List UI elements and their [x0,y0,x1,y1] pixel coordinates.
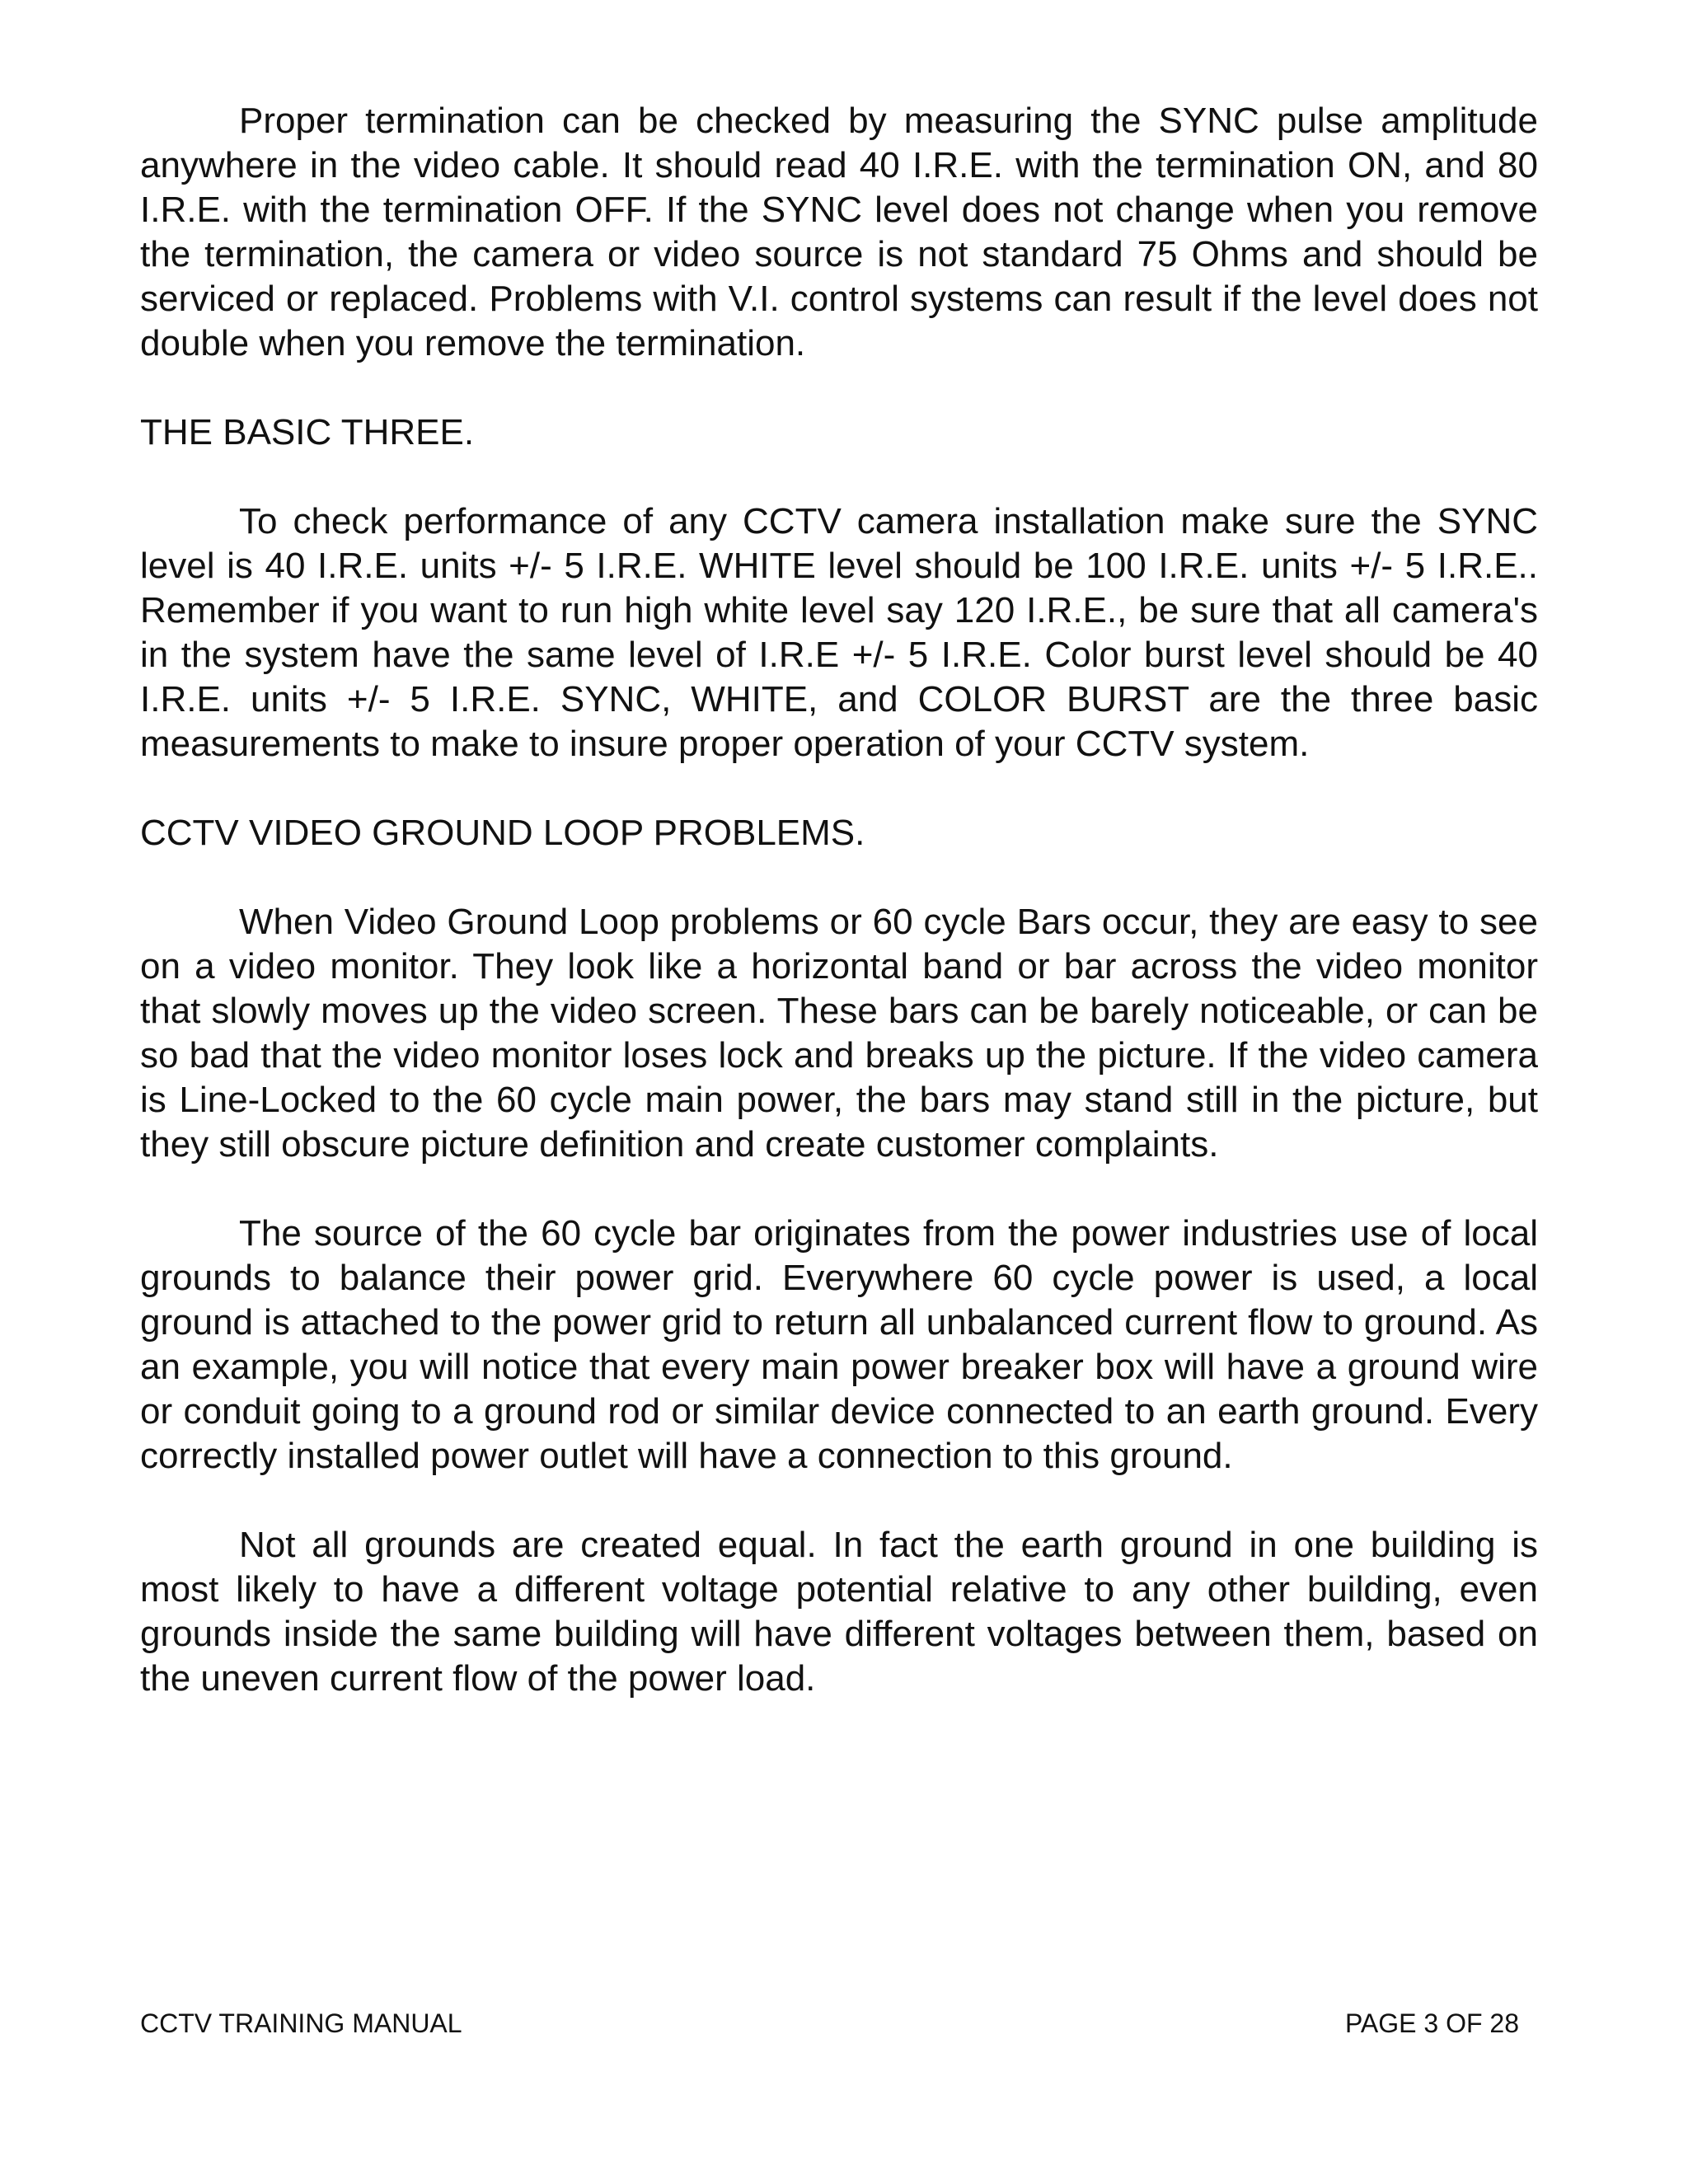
paragraph-basic-three: To check performance of any CCTV camera installation make sure the SYNC level is 40 I.R.E. units +/- 5 I.R.E. WHITE level should be 100 I.R.E. units +/- 5 I.R.E.. Remember if you want to run high white level say 120 I.R.E., be sure that all camera's in the system have the same level of I.R.E +/- 5 I.R.E. Color burst level should be 40 I.R.E. units +/- 5 I.R.E. SYNC, WHITE, and COLOR BURST are the three basic measurements to make to insure proper operation of your CCTV system. [140,501,1538,764]
section-heading-ground-loop: CCTV VIDEO GROUND LOOP PROBLEMS. [140,813,865,853]
document-body [140,99,1538,1746]
footer-page-number: PAGE 3 OF 28 [1344,2008,1519,2038]
footer-manual-title: CCTV TRAINING MANUAL [140,2008,462,2038]
paragraph-grounds-not-equal: Not all grounds are created equal. In fact the earth ground in one building is most likely to have a different voltage potential relative to any other building, even grounds inside the same building will have different voltages between them, based on the uneven current flow of the power load. [140,1525,1538,1699]
section-heading-basic-three: THE BASIC THREE. [140,412,475,452]
paragraph-termination: Proper termination can be checked by measuring the SYNC pulse amplitude anywhere in the video cable. It should read 40 I.R.E. with the termination ON, and 80 I.R.E. with the termination OFF. If the SYNC level does not change when you remove the termination, the camera or video source is not standard 75 Ohms and should be serviced or replaced. Problems with V.I. control systems can result if the level does not double when you remove the termination. [140,101,1538,363]
paragraph-ground-loop-bars: When Video Ground Loop problems or 60 cycle Bars occur, they are easy to see on a video monitor. They look like a horizontal band or bar across the video monitor that slowly moves up the video screen. These bars can be barely noticeable, or can be so bad that the video monitor loses lock and breaks up the picture. If the video camera is Line-Locked to the 60 cycle main power, the bars may stand still in the picture, but they still obscure picture definition and create customer complaints. [140,902,1538,1165]
paragraph-ground-source: The source of the 60 cycle bar originates from the power industries use of local grounds to balance their power grid. Everywhere 60 cycle power is used, a local ground is attached to the power grid to return all unbalanced current flow to ground. As an example, you will notice that every main power breaker box will have a ground wire or conduit going to a ground rod or similar device connected to an earth ground. Every correctly installed power outlet will have a connection to this ground. [140,1213,1538,1476]
